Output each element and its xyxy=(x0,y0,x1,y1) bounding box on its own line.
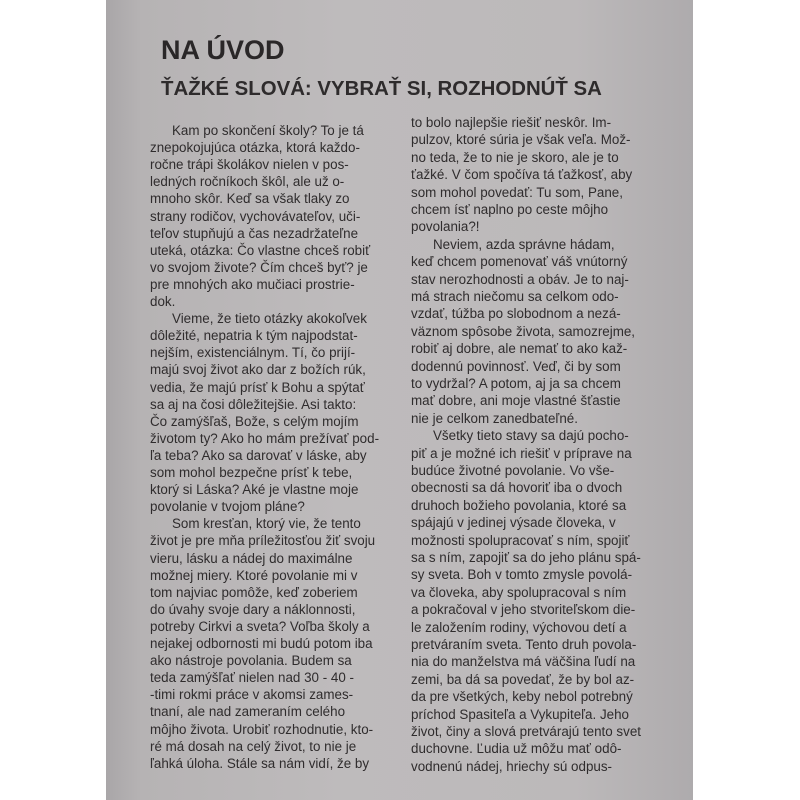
chapter-heading: NA ÚVOD xyxy=(161,35,285,65)
text-line: -timi rokmi práce v akomsi zames- xyxy=(150,687,354,703)
text-line: ľa teba? Ako sa darovať v láske, aby xyxy=(150,447,367,463)
text-line: život je pre mňa príležitosťou žiť svoju xyxy=(150,533,376,549)
text-line: ledných ročníkoch škôl, ale už o- xyxy=(150,174,345,190)
text-line: sa aj na čosi dôležitejšie. Asi takto: xyxy=(150,396,357,412)
text-line: robiť aj dobre, ale nemať to ako kaž- xyxy=(411,341,628,357)
text-line: životom ty? Ako ho mám prežívať pod- xyxy=(150,430,380,446)
text-line: mnoho skôr. Keď sa však tlaky zo xyxy=(150,191,350,207)
text-line: pretváraním sveta. Tento druh povola- xyxy=(411,637,637,652)
text-line: va človeka, aby spolupracoval s ním xyxy=(411,584,627,600)
text-line: nejším, existenciálnym. Tí, čo prijí- xyxy=(150,345,356,361)
article-title: ŤAŽKÉ SLOVÁ: VYBRAŤ SI, ROZHODNÚŤ SA xyxy=(161,78,602,100)
text-line: chcem ísť naplno po ceste môjho xyxy=(411,202,609,217)
text-line: vo svojom živote? Čím chceš byť? je xyxy=(150,259,368,275)
text-line: znepokojujúca otázka, ktorá každo- xyxy=(150,140,360,156)
text-line: Neviem, azda správne hádam, xyxy=(433,236,615,252)
text-line: nia do manželstva má väčšina ľudí na xyxy=(411,654,636,670)
text-line: Všetky tieto stavy sa dajú pocho- xyxy=(433,428,629,444)
text-line: vzdať, túžba po slobodnom a nezá- xyxy=(411,306,621,322)
text-line: majú svoj život ako dar z božích rúk, xyxy=(150,362,366,378)
text-line: Čo zamýšľaš, Bože, s celým mojím xyxy=(150,413,359,429)
text-line: dôležité, nepatria k tým najpodstat- xyxy=(150,328,358,344)
text-line: sa s ním, zapojiť sa do jeho plánu spá- xyxy=(411,550,641,565)
text-line: spájajú v jedinej výsade človeka, v xyxy=(411,515,616,531)
text-line: povolania?! xyxy=(411,219,480,235)
text-line: život, činy a slová pretvárajú tento svet xyxy=(411,724,641,739)
text-line: to vydržal? A potom, aj ja sa chcem xyxy=(411,376,621,391)
text-line: piť a je možné ich riešiť v príprave na xyxy=(411,445,632,461)
text-line: uteká, otázka: Čo vlastne chceš robiť xyxy=(150,242,371,258)
text-line: da pre všetkých, keby nebol potrebný xyxy=(411,689,633,705)
text-line: budúce životné povolanie. Vo vše- xyxy=(411,463,615,478)
text-line: dodennú povinnosť. Veď, či by som xyxy=(411,358,621,374)
text-line: teľov stupňujú a čas nezadržateľne xyxy=(150,225,359,241)
text-line: pulzov, ktoré súria je však veľa. Mož- xyxy=(411,132,631,148)
text-line: obecnosti sa dá hovoriť iba o dvoch xyxy=(411,480,623,496)
text-line: Som kresťan, ktorý vie, že tento xyxy=(172,516,361,532)
text-line: dok. xyxy=(150,294,176,309)
text-line: príchod Spasiteľa a Vykupiteľa. Jeho xyxy=(411,706,629,722)
text-line: tnaní, ale nad zameraním celého xyxy=(150,704,346,720)
text-line: vodnenú nádej, hriechy sú odpus- xyxy=(411,758,612,774)
text-line: ktorý si Láska? Aké je vlastne moje xyxy=(150,482,359,498)
text-line: Vieme, že tieto otázky akokoľvek xyxy=(172,311,367,327)
text-line: stav nerozhodnosti a obáv. Je to naj- xyxy=(411,271,629,287)
text-line: má strach niečomu sa celkom odo- xyxy=(411,289,619,304)
text-line: som mohol povedať: Tu som, Pane, xyxy=(411,184,623,200)
text-line: sy sveta. Boh v tomto zmysle povolá- xyxy=(411,567,633,583)
text-line: le založením rodiny, výchovou detí a xyxy=(411,619,627,635)
text-line: no teda, že to nie je skoro, ale je to xyxy=(411,149,619,165)
text-line: ročne trápi školákov nielen v pos- xyxy=(150,157,349,173)
text-line: to bolo najlepšie riešiť neskôr. Im- xyxy=(411,115,612,130)
text-line: ťažké. V čom spočíva tá ťažkosť, aby xyxy=(411,167,633,183)
text-line: teda zamýšľať nielen nad 30 - 40 - xyxy=(150,670,354,686)
text-line: ako nástroje povolania. Budem sa xyxy=(150,653,352,669)
text-line: mať dobre, ani moje vlastné šťastie xyxy=(411,393,621,409)
text-line: vieru, lásku a nádej do maximálne xyxy=(150,550,353,566)
text-line: duchovne. Ľudia už môžu mať odô- xyxy=(411,741,622,757)
book-page-photo xyxy=(106,0,693,800)
text-line: som mohol bezpečne prísť k tebe, xyxy=(150,465,353,480)
text-line: zemi, ba dá sa povedať, že by bol az- xyxy=(411,671,635,687)
text-line: druhoch božieho povolania, ktoré sa xyxy=(411,497,627,513)
text-line: pre mnohých ako mučiaci prostrie- xyxy=(150,276,355,292)
text-line: povolanie v tvojom pláne? xyxy=(150,499,305,515)
text-line: strany rodičov, vychovávateľov, uči- xyxy=(150,208,361,224)
text-line: potreby Cirkvi a sveta? Voľba školy a xyxy=(150,618,370,634)
text-line: tom najviac pomôže, keď zoberiem xyxy=(150,584,358,600)
text-line: a pokračoval v jeho stvoriteľskom die- xyxy=(411,602,636,618)
text-line: nejakej odbornosti mi budú potom iba xyxy=(150,636,373,651)
text-line: väznom spôsobe života, samozrejme, xyxy=(411,323,636,339)
text-line: môjho života. Urobiť rozhodnutie, kto- xyxy=(150,721,374,737)
text-line: možnej miery. Ktoré povolanie mi v xyxy=(150,567,358,583)
text-line: keď chcem pomenovať váš vnútorný xyxy=(411,254,628,270)
text-line: Kam po skončení školy? To je tá xyxy=(172,123,364,138)
text-line: ré má dosah na celý život, to nie je xyxy=(150,738,357,754)
text-line: vedia, že majú prísť k Bohu a spýtať xyxy=(150,379,365,395)
text-line: nie je celkom zanedbateľné. xyxy=(411,410,578,426)
text-line: do úvahy svoje dary a náklonnosti, xyxy=(150,601,356,617)
text-line: možnosti spolupracovať s ním, spojiť xyxy=(411,532,630,548)
text-line: ľahká úloha. Stále sa nám vidí, že by xyxy=(150,755,370,771)
